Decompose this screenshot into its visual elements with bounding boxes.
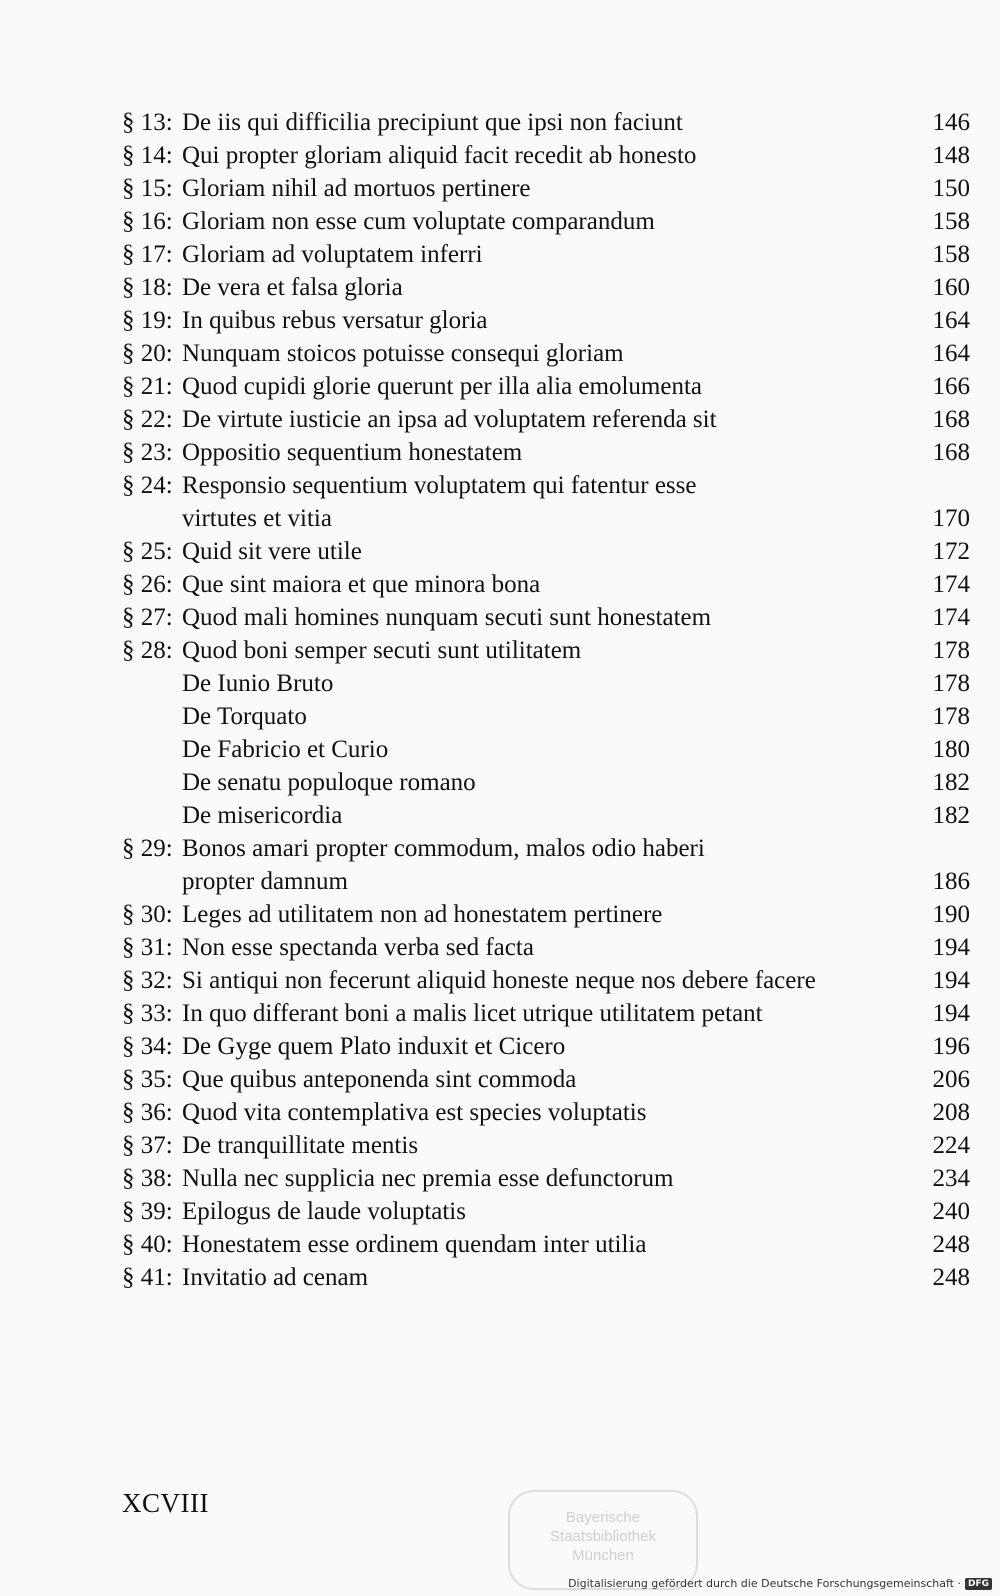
toc-page-number: 170 — [932, 505, 970, 532]
toc-page-number: 150 — [932, 175, 970, 202]
toc-page-number: 146 — [932, 109, 970, 136]
toc-page-number: 158 — [932, 241, 970, 268]
toc-page-number: 194 — [932, 1000, 970, 1027]
toc-entry-title: Leges ad utilitatem non ad honestatem pertinere — [182, 901, 663, 928]
toc-entry — [122, 634, 970, 667]
toc-section-number: § 27: — [122, 604, 173, 631]
toc-entry-title: Quid sit vere utile — [182, 538, 362, 565]
stamp-line: München — [572, 1547, 634, 1564]
page-number-roman: XCVIII — [122, 1488, 209, 1518]
toc-entry — [122, 1129, 970, 1162]
toc-page-number: 186 — [932, 868, 970, 895]
toc-entry — [122, 172, 970, 205]
toc-section-number: § 37: — [122, 1132, 173, 1159]
toc-entry — [122, 601, 970, 634]
toc-entry — [122, 733, 970, 766]
toc-entry — [122, 370, 970, 403]
toc-entry — [122, 469, 970, 502]
toc-entry-title: Que sint maiora et que minora bona — [182, 571, 541, 598]
toc-entry — [122, 1228, 970, 1261]
toc-entry — [122, 865, 970, 898]
toc-entry — [122, 1063, 970, 1096]
toc-entry — [122, 337, 970, 370]
toc-entry-title: virtutes et vitia — [182, 505, 332, 532]
toc-entry — [122, 403, 970, 436]
footer-text: Digitalisierung gefördert durch die Deutsche Forschungsgemeinschaft · — [568, 1577, 961, 1590]
toc-entry-title: Si antiqui non fecerunt aliquid honeste neque nos debere facere — [182, 967, 816, 994]
toc-entry — [122, 568, 970, 601]
library-stamp — [508, 1490, 698, 1590]
toc-entry-title: De Fabricio et Curio — [182, 736, 389, 763]
toc-section-number: § 34: — [122, 1033, 173, 1060]
toc-page-number: 158 — [932, 208, 970, 235]
table-of-contents — [122, 106, 970, 1294]
toc-entry — [122, 832, 970, 865]
toc-section-number: § 26: — [122, 571, 173, 598]
toc-entry-title: Responsio sequentium voluptatem qui fatentur esse — [182, 472, 697, 499]
toc-page-number: 194 — [932, 967, 970, 994]
toc-entry — [122, 238, 970, 271]
toc-entry-title: Non esse spectanda verba sed facta — [182, 934, 534, 961]
toc-entry-title: De misericordia — [182, 802, 343, 829]
toc-entry-title: In quo differant boni a malis licet utrique utilitatem petant — [182, 1000, 763, 1027]
toc-section-number: § 24: — [122, 472, 173, 499]
toc-entry-title: In quibus rebus versatur gloria — [182, 307, 488, 334]
toc-entry — [122, 271, 970, 304]
toc-page-number: 164 — [932, 340, 970, 367]
toc-entry — [122, 502, 970, 535]
toc-section-number: § 35: — [122, 1066, 173, 1093]
toc-page-number: 174 — [932, 571, 970, 598]
toc-entry — [122, 1261, 970, 1294]
toc-page-number: 168 — [932, 439, 970, 466]
toc-section-number: § 30: — [122, 901, 173, 928]
toc-page-number: 248 — [932, 1264, 970, 1291]
toc-entry-title: Quod boni semper secuti sunt utilitatem — [182, 637, 582, 664]
toc-page-number: 166 — [932, 373, 970, 400]
toc-entry — [122, 964, 970, 997]
toc-section-number: § 36: — [122, 1099, 173, 1126]
toc-page-number: 164 — [932, 307, 970, 334]
toc-entry — [122, 1030, 970, 1063]
toc-entry-title: De vera et falsa gloria — [182, 274, 403, 301]
toc-page-number: 190 — [932, 901, 970, 928]
toc-section-number: § 38: — [122, 1165, 173, 1192]
stamp-line: Staatsbibliothek — [550, 1528, 656, 1545]
toc-entry-title: Quod mali homines nunquam secuti sunt honestatem — [182, 604, 712, 631]
toc-entry-title: De tranquillitate mentis — [182, 1132, 419, 1159]
toc-page-number: 178 — [932, 670, 970, 697]
toc-entry-title: Invitatio ad cenam — [182, 1264, 369, 1291]
toc-page-number: 206 — [932, 1066, 970, 1093]
toc-entry — [122, 766, 970, 799]
toc-entry-title: Epilogus de laude voluptatis — [182, 1198, 466, 1225]
toc-entry — [122, 436, 970, 469]
toc-section-number: § 28: — [122, 637, 173, 664]
toc-entry — [122, 139, 970, 172]
toc-entry-title: Gloriam non esse cum voluptate comparandum — [182, 208, 655, 235]
toc-page-number: 172 — [932, 538, 970, 565]
toc-entry-title: Nunquam stoicos potuisse consequi gloriam — [182, 340, 624, 367]
toc-page-number: 224 — [932, 1132, 970, 1159]
toc-entry-title: propter damnum — [182, 868, 348, 895]
toc-entry — [122, 106, 970, 139]
toc-entry — [122, 799, 970, 832]
toc-page-number: 248 — [932, 1231, 970, 1258]
toc-section-number: § 16: — [122, 208, 173, 235]
toc-entry — [122, 1195, 970, 1228]
toc-section-number: § 14: — [122, 142, 173, 169]
stamp-line: Bayerische — [565, 1509, 641, 1526]
toc-entry-title: Que quibus anteponenda sint commoda — [182, 1066, 577, 1093]
toc-section-number: § 41: — [122, 1264, 173, 1291]
toc-entry — [122, 931, 970, 964]
toc-entry — [122, 535, 970, 568]
toc-entry-title: De Gyge quem Plato induxit et Cicero — [182, 1033, 566, 1060]
toc-page-number: 194 — [932, 934, 970, 961]
toc-section-number: § 13: — [122, 109, 173, 136]
toc-entry — [122, 667, 970, 700]
toc-page-number: 174 — [932, 604, 970, 631]
toc-section-number: § 23: — [122, 439, 173, 466]
toc-page-number: 196 — [932, 1033, 970, 1060]
toc-section-number: § 17: — [122, 241, 173, 268]
toc-entry-title: Gloriam nihil ad mortuos pertinere — [182, 175, 531, 202]
toc-entry-title: Quod cupidi glorie querunt per illa alia emolumenta — [182, 373, 702, 400]
toc-section-number: § 22: — [122, 406, 173, 433]
toc-page-number: 182 — [932, 769, 970, 796]
toc-entry-title: Bonos amari propter commodum, malos odio haberi — [182, 835, 705, 862]
toc-entry — [122, 700, 970, 733]
toc-entry-title: De virtute iusticie an ipsa ad voluptatem referenda sit — [182, 406, 717, 433]
toc-entry-title: Honestatem esse ordinem quendam inter utilia — [182, 1231, 647, 1258]
toc-entry-title: De senatu populoque romano — [182, 769, 476, 796]
toc-page-number: 168 — [932, 406, 970, 433]
toc-section-number: § 32: — [122, 967, 173, 994]
toc-entry-title: Qui propter gloriam aliquid facit recedit ab honesto — [182, 142, 697, 169]
toc-section-number: § 39: — [122, 1198, 173, 1225]
digitization-footer — [568, 1577, 992, 1590]
toc-section-number: § 19: — [122, 307, 173, 334]
dfg-logo-icon: DFG — [965, 1578, 992, 1590]
toc-section-number: § 20: — [122, 340, 173, 367]
toc-page-number: 178 — [932, 703, 970, 730]
toc-section-number: § 15: — [122, 175, 173, 202]
toc-section-number: § 18: — [122, 274, 173, 301]
toc-section-number: § 29: — [122, 835, 173, 862]
toc-entry — [122, 997, 970, 1030]
toc-page-number: 178 — [932, 637, 970, 664]
toc-section-number: § 31: — [122, 934, 173, 961]
toc-page-number: 182 — [932, 802, 970, 829]
toc-entry-title: Gloriam ad voluptatem inferri — [182, 241, 483, 268]
toc-entry — [122, 898, 970, 931]
toc-section-number: § 25: — [122, 538, 173, 565]
toc-entry — [122, 304, 970, 337]
toc-entry — [122, 1162, 970, 1195]
toc-entry-title: De Torquato — [182, 703, 307, 730]
toc-page-number: 148 — [932, 142, 970, 169]
toc-entry-title: Oppositio sequentium honestatem — [182, 439, 523, 466]
toc-section-number: § 33: — [122, 1000, 173, 1027]
toc-page-number: 234 — [932, 1165, 970, 1192]
toc-section-number: § 40: — [122, 1231, 173, 1258]
toc-entry-title: Nulla nec supplicia nec premia esse defunctorum — [182, 1165, 674, 1192]
toc-page-number: 160 — [932, 274, 970, 301]
toc-entry-title: De iis qui difficilia precipiunt que ipsi non faciunt — [182, 109, 683, 136]
toc-page-number: 240 — [932, 1198, 970, 1225]
toc-entry — [122, 205, 970, 238]
toc-entry-title: Quod vita contemplativa est species voluptatis — [182, 1099, 647, 1126]
toc-page-number: 208 — [932, 1099, 970, 1126]
toc-entry — [122, 1096, 970, 1129]
toc-section-number: § 21: — [122, 373, 173, 400]
toc-page-number: 180 — [932, 736, 970, 763]
toc-entry-title: De Iunio Bruto — [182, 670, 334, 697]
